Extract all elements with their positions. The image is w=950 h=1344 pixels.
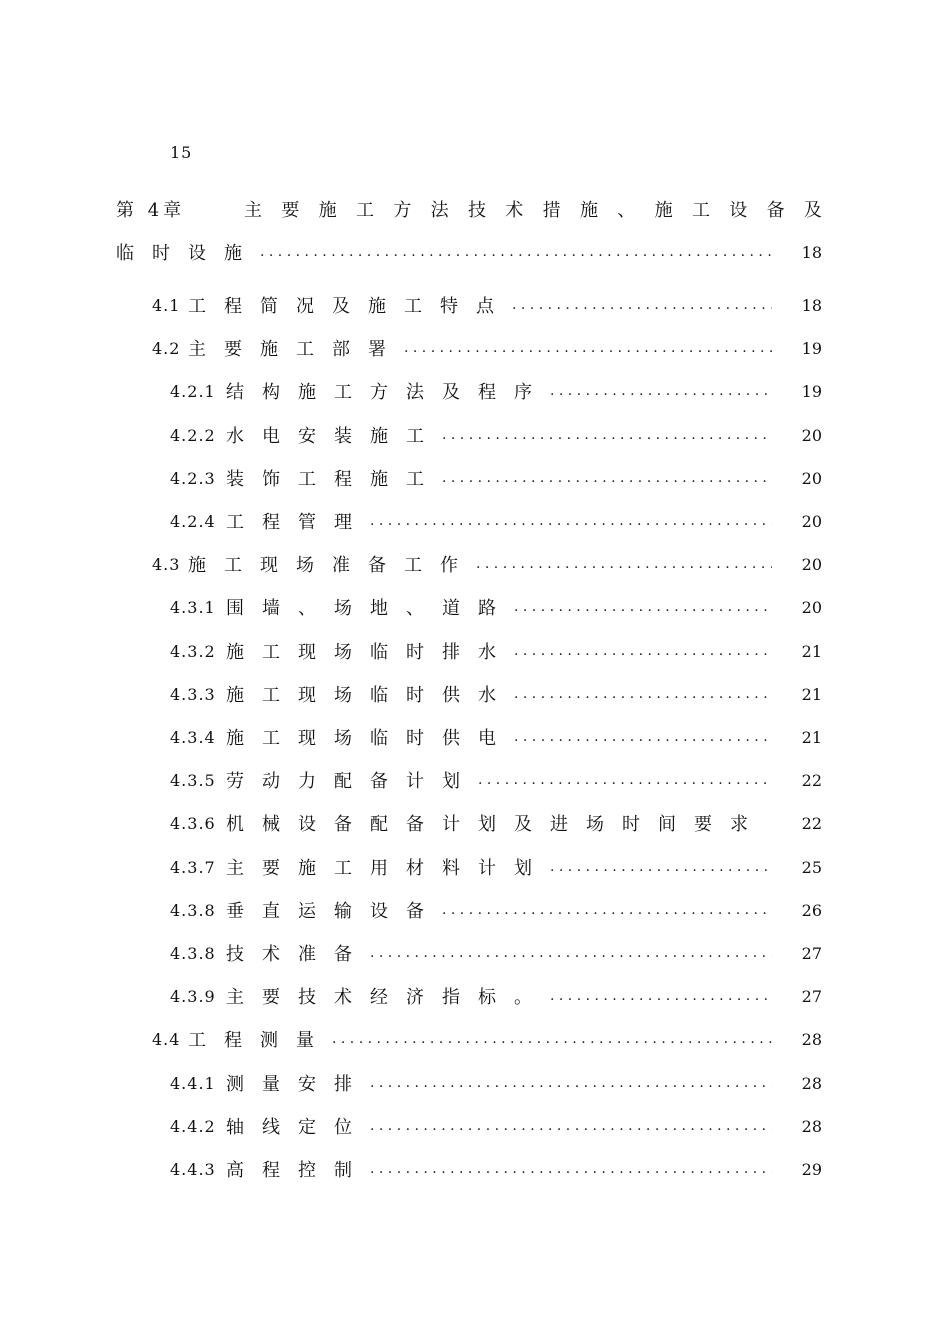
toc-entry[interactable]: [170, 810, 822, 836]
section-title: 装饰工程施工: [226, 469, 442, 490]
chapter-title-char: 、: [617, 200, 636, 221]
toc-entry[interactable]: [170, 1156, 822, 1182]
section-number: 4.3.8: [170, 900, 216, 920]
section-title: 工程简况及施工特点: [188, 296, 512, 317]
chapter-title-char: 术: [505, 200, 524, 221]
chapter-title-char: 施: [579, 200, 598, 221]
page-number: 19: [801, 338, 822, 358]
section-title: 施工现场临时排水: [226, 642, 514, 663]
toc-entry[interactable]: [170, 508, 822, 534]
toc-entry[interactable]: [170, 638, 822, 664]
dot-leader: [442, 427, 772, 443]
toc-entry[interactable]: [170, 1070, 822, 1096]
chapter-title-char: 施: [318, 200, 337, 221]
page-number: 27: [801, 986, 822, 1006]
section-title: 测量安排: [226, 1074, 370, 1095]
section-number: 4.3.7: [170, 857, 216, 877]
dot-leader: [370, 945, 772, 961]
section-number: 4.2.2: [170, 425, 216, 445]
section-title: 主要技术经济指标。: [226, 987, 550, 1008]
section-title: 主要施工部署: [188, 339, 404, 360]
dot-leader: [478, 772, 772, 788]
chapter-title-char: 工: [355, 200, 374, 221]
chapter-title-char: 施: [654, 200, 673, 221]
page-number: 19: [801, 381, 822, 401]
toc-entry[interactable]: [170, 681, 822, 707]
dot-leader: [550, 383, 772, 399]
section-title: 垂直运输设备: [226, 901, 442, 922]
section-title: 施工现场准备工作: [188, 555, 476, 576]
page-number: 20: [801, 425, 822, 445]
page-number: 21: [801, 641, 822, 661]
toc-entry[interactable]: [170, 724, 822, 750]
toc-entry[interactable]: [152, 292, 822, 318]
toc-entry[interactable]: [170, 940, 822, 966]
chapter-title-line2: 临时设施: [116, 243, 260, 264]
section-title: 水电安装施工: [226, 426, 442, 447]
page-number: 20: [801, 511, 822, 531]
chapter-title-char: 法: [430, 200, 449, 221]
section-number: 4.3.9: [170, 986, 216, 1006]
section-number: 4.3.3: [170, 684, 216, 704]
section-title: 工程管理: [226, 512, 370, 533]
section-number: 4.3: [152, 554, 181, 574]
section-number: 4.3.4: [170, 727, 216, 747]
section-number: 4.3.8: [170, 943, 216, 963]
section-title: 工程测量: [188, 1030, 332, 1051]
page-number: 28: [801, 1029, 822, 1049]
dot-leader: [550, 988, 772, 1004]
dot-leader: [404, 340, 772, 356]
chapter-title-char: 技: [467, 200, 486, 221]
chapter-title-char: 备: [766, 200, 785, 221]
chapter-title-char: 措: [542, 200, 561, 221]
section-number: 4.3.6: [170, 813, 216, 833]
dot-leader: [442, 902, 772, 918]
chapter-4-heading[interactable]: [116, 196, 822, 222]
section-number: 4.3.1: [170, 597, 216, 617]
toc-entry[interactable]: [170, 897, 822, 923]
toc-entry[interactable]: [170, 594, 822, 620]
section-title: 结构施工方法及程序: [226, 382, 550, 403]
section-number: 4.4.2: [170, 1116, 216, 1136]
section-title: 高程控制: [226, 1160, 370, 1181]
page-number: 27: [801, 943, 822, 963]
toc-entry[interactable]: [170, 1113, 822, 1139]
page-number: 22: [801, 813, 822, 833]
dot-leader: [550, 859, 772, 875]
toc-entry[interactable]: [170, 378, 822, 404]
section-number: 4.3.5: [170, 770, 216, 790]
page-number: 21: [801, 684, 822, 704]
dot-leader: [370, 513, 772, 529]
section-number: 4.2.4: [170, 511, 216, 531]
dot-leader: [370, 1161, 772, 1177]
section-number: 4.4.3: [170, 1159, 216, 1179]
page-number: 28: [801, 1116, 822, 1136]
section-title: 劳动力配备计划: [226, 771, 478, 792]
carryover-page-number: 15: [170, 143, 193, 162]
page-number: 20: [801, 597, 822, 617]
toc-entry[interactable]: [170, 465, 822, 491]
chapter-title-char: 设: [729, 200, 748, 221]
section-number: 4.2.3: [170, 468, 216, 488]
section-number: 4.2: [152, 338, 181, 358]
section-title: 围墙、场地、道路: [226, 598, 514, 619]
dot-leader: [512, 297, 772, 313]
dot-leader: [514, 599, 772, 615]
page-number: 20: [801, 468, 822, 488]
dot-leader: [442, 470, 772, 486]
dot-leader: [370, 1075, 772, 1091]
dot-leader: [514, 643, 772, 659]
section-title: 技术准备: [226, 944, 370, 965]
page-number: 20: [801, 554, 822, 574]
chapter-title-char: 工: [691, 200, 710, 221]
chapter-title-char: 主: [244, 200, 262, 221]
toc-entry[interactable]: [170, 854, 822, 880]
section-title: 轴线定位: [226, 1117, 370, 1138]
dot-leader: [260, 244, 772, 260]
section-number: 4.3.2: [170, 641, 216, 661]
chapter-title-char: 方: [393, 200, 412, 221]
dot-leader: [370, 1118, 772, 1134]
dot-leader: [476, 556, 772, 572]
chapter-4-heading-continued[interactable]: [116, 239, 822, 265]
toc-entry[interactable]: [152, 1026, 822, 1052]
section-title: 主要施工用材料计划: [226, 858, 550, 879]
toc-entry[interactable]: [170, 422, 822, 448]
page-number: 29: [801, 1159, 822, 1179]
section-number: 4.4.1: [170, 1073, 216, 1093]
section-number: 4.4: [152, 1029, 181, 1049]
page-number: 18: [801, 242, 822, 262]
section-number: 4.1: [152, 295, 181, 315]
chapter-title-char: 及: [803, 200, 822, 221]
toc-entry[interactable]: [170, 983, 822, 1009]
toc-entry[interactable]: [152, 335, 822, 361]
chapter-title-char: 要: [281, 200, 300, 221]
page-number: 26: [801, 900, 822, 920]
section-title: 施工现场临时供电: [226, 728, 514, 749]
toc-entry[interactable]: [152, 551, 822, 577]
section-number: 4.2.1: [170, 381, 216, 401]
page-number: 25: [801, 857, 822, 877]
page-number: 28: [801, 1073, 822, 1093]
dot-leader: [332, 1031, 772, 1047]
page-number: 18: [801, 295, 822, 315]
chapter-title-line1: [244, 196, 822, 222]
chapter-number: 第 4章: [116, 200, 186, 221]
section-title: 施工现场临时供水: [226, 685, 514, 706]
dot-leader: [514, 686, 772, 702]
dot-leader: [514, 729, 772, 745]
toc-entry[interactable]: [170, 767, 822, 793]
page-number: 21: [801, 727, 822, 747]
section-title: 机械设备配备计划及进场时间要求: [226, 814, 766, 835]
page-number: 22: [801, 770, 822, 790]
